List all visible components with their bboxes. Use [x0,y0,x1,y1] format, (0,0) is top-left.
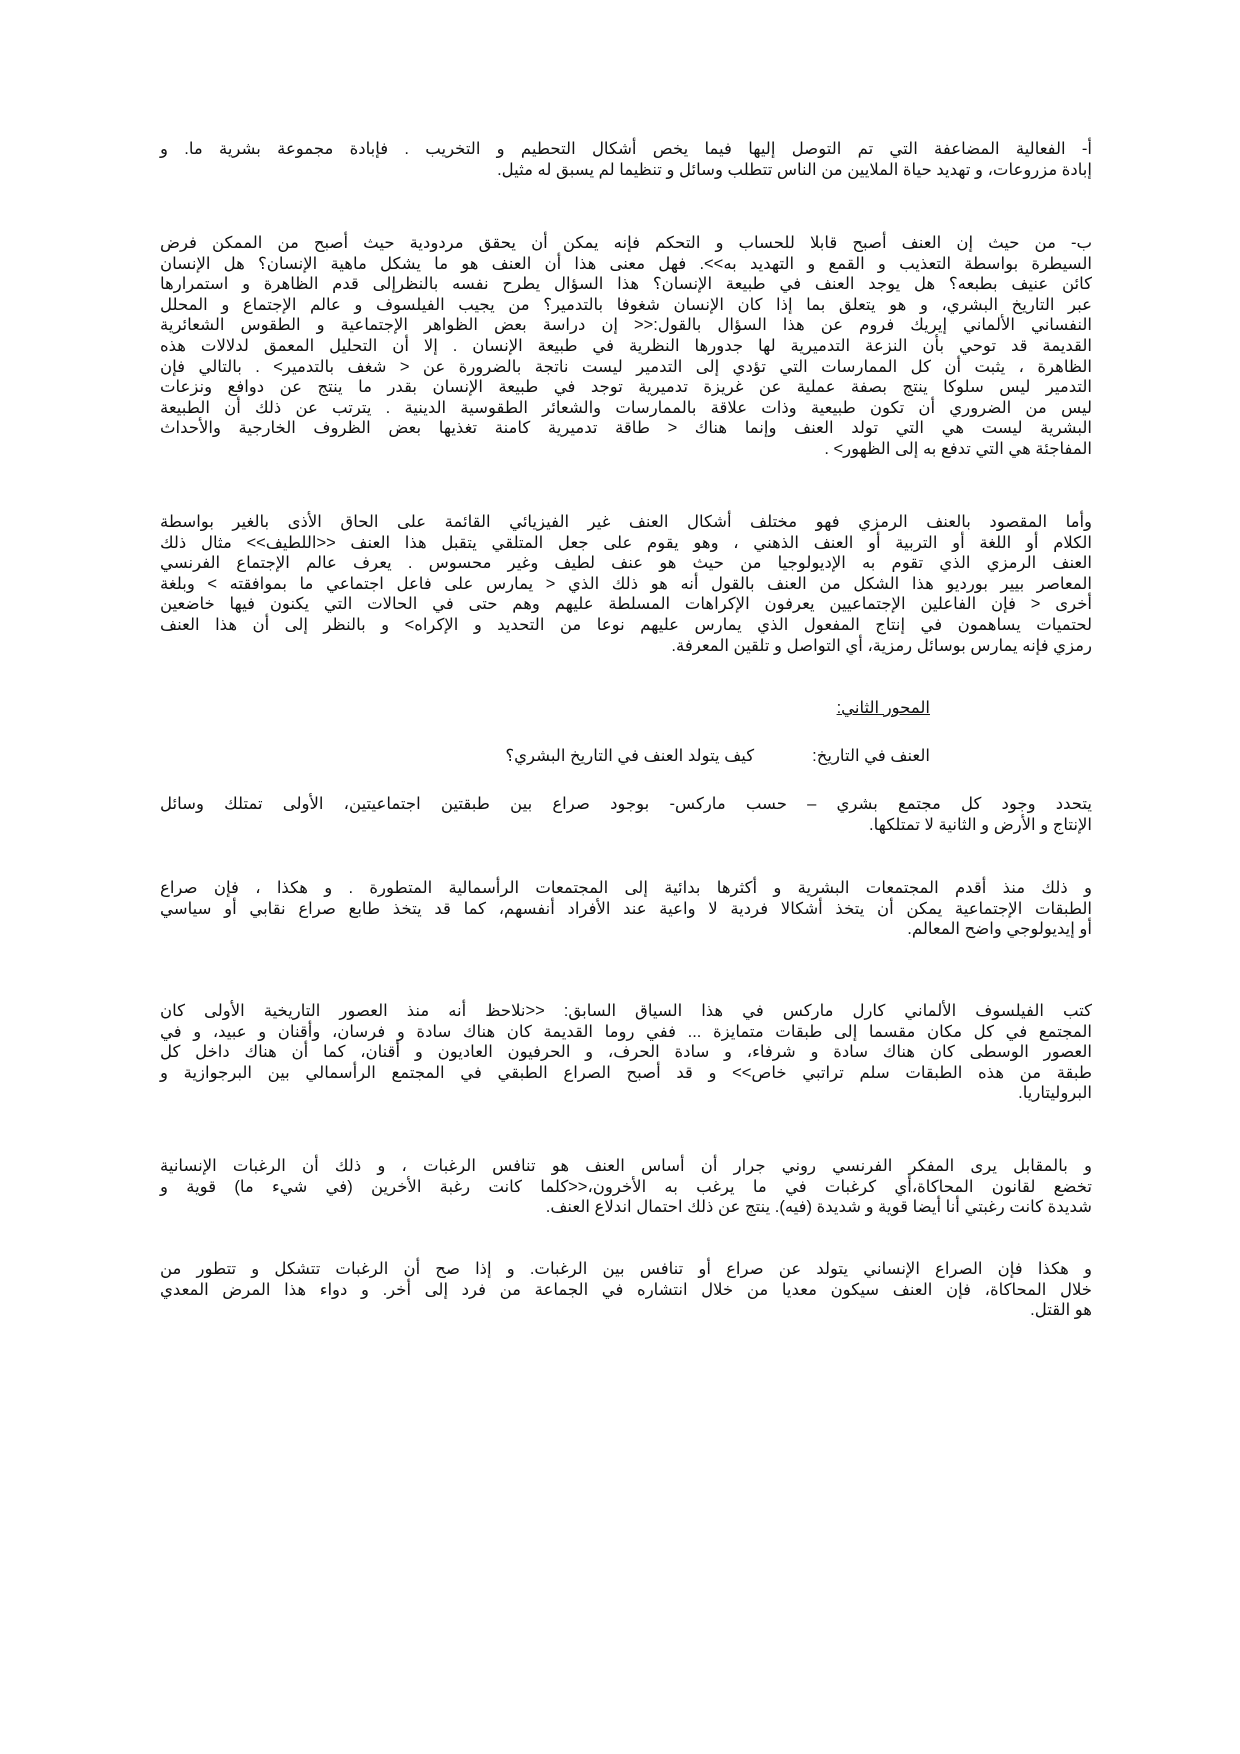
text-line: النفساني الألماني إيريك فروم عن هذا السؤال بالقول:<< إن دراسة بعض الظواهر الإجتماعية و الطقوس الشعائرية [160,316,1092,335]
paragraph-conclusion [160,1259,1092,1321]
text-line: كائن عنيف بطبعه؟ هل يوجد العنف في طبيعة الإنسان؟ هذا السؤال يطرح نفسه بالنظرإلى قدم الظاهرة و استمرارها [160,275,1092,294]
text-line: طبقة من هذه الطبقات سلم تراتبي خاص>> و قد أصبح الصراع الطبقي في المجتمع الرأسمالي بين البرجوازية و [160,1063,1092,1082]
paragraph-symbolic-violence [160,512,1092,656]
text-line: العنف الرمزي الذي تقوم به الإديولوجيا من حيث هو عنف لطيف وغير محسوس . يعرف عالم الإجتماع الفرنسي [160,554,1092,573]
text-line: العصور الوسطى كان هناك سادة و شرفاء، و سادة الحرف، و الحرفيون العاديون و أقنان، كما أن هناك داخل كل [160,1043,1092,1062]
text-line: لحتميات يساهمون في إنتاج المفعول الذي يمارس عليهم نوعا من التحديد و الإكراه> و بالنظر إلى أن هذا العنف [160,615,1092,634]
text-line: وأما المقصود بالعنف الرمزي فهو مختلف أشكال العنف غير الفيزيائي القائمة على الحاق الأذى بالغير بواسطة [160,513,1092,531]
text-line: أخرى < فإن الفاعلين الإجتماعيين يعرفون الإكراهات المسلطة عليهم وهم حتى في الحالات التي يكنون فيها خاضعين [160,595,1092,614]
text-line: البشرية ليست هي التي تولد العنف وإنما هناك < طاقة تدميرية كامنة تغذيها بعض الظروف الخارجية والأحداث [160,419,1092,438]
text-line: الكلام أو اللغة أو التربية أو العنف الذهني ، وهو يقوم على جعل المتلقي يتقبل هذا العنف <<اللطيف>> مثال ذلك [160,533,1092,552]
text-line: القديمة قد توحي بأن النزعة التدميرية لها جدورها النظرية في طبيعة الإنسان . إلا أن التحليل المعمق لدلالات هذه [160,336,1092,355]
text-line: شديدة كانت رغبتي أنا أيضا قوية و شديدة (فيه). ينتج عن ذلك احتمال اندلاع العنف. [545,1198,1092,1217]
text-line: المعاصر بيير بورديو هذا الشكل من العنف بالقول أنه هو ذلك الذي < يمارس على فاعل اجتماعي ما بموافقته > وبلغة [160,574,1092,593]
text-line: خلال المحاكاة، فإن العنف سيكون معديا من خلال انتشاره في الجماعة من فرد إلى أخر. و دواء هذا المرض المعدي [160,1280,1092,1299]
text-line: تخضع لقانون المحاكاة،أي كرغبات في ما يرغب به الأخرون،<<كلما كانت رغبة الأخرين (في شيء ما) قوية و [160,1177,1092,1196]
text-line: و بالمقابل يرى المفكر الفرنسي روني جرار أن أساس العنف هو تنافس الرغبات ، و ذلك أن الرغبات الإنسانية [160,1157,1092,1175]
text-line: ليس من الضروري أن تكون طبيعية وذات علاقة بالممارسات والشعائر الطقوسية الدينية . يترتب عن ذلك أن الطبيعة [160,398,1092,417]
paragraph-girard [160,1156,1092,1218]
text-line: كتب الفيلسوف الألماني كارل ماركس في هذا السياق السابق: <<نلاحظ أنه منذ العصور التاريخية الأولى كان [160,1002,1092,1020]
text-line: الإنتاج و الأرض و الثانية لا تمتلكها. [869,815,1092,834]
text-line: المجتمع في كل مكان مقسما إلى طبقات متمايزة ... ففي روما القديمة كان هناك سادة و فرسان، وأقنان و عبيد، و في [160,1022,1092,1041]
subsection-title [505,746,930,766]
text-line: أ- الفعالية المضاعفة التي تم التوصل إليها فيما يخص أشكال التحطيم و التخريب . فإبادة مجموعة بشرية ما. و [160,140,1092,158]
text-line: أو إيديولوجي واضح المعالم. [907,920,1092,939]
text-line: البروليتاريا. [1018,1084,1092,1103]
text-line: رمزي فإنه يمارس بوسائل رمزية، أي التواصل و تلقين المعرفة. [671,636,1092,655]
text-line: ب- من حيث إن العنف أصبح قابلا للحساب و التحكم فإنه يمكن أن يحقق مردودية حيث أصبح من الممكن فرض [160,234,1092,252]
text-line: و ذلك منذ أقدم المجتمعات البشرية و أكثرها بدائية إلى المجتمعات الرأسمالية المتطورة . و هكذا ، فإن صراع [160,879,1092,897]
paragraph-a [160,139,1092,180]
paragraph-marx [160,794,1092,835]
text-line: السيطرة بواسطة التعذيب و القمع و التهديد به>>. فهل معنى هذا أن العنف هو ما يشكل ماهية الإنسان؟ هل الإنسان [160,254,1092,273]
text-line: إبادة مزروعات، و تهديد حياة الملايين من الناس تتطلب وسائل و تنظيما لم يسبق له مثيل. [497,160,1092,179]
text-line: الطبقات الإجتماعية يمكن أن يتخذ أشكالا فردية لا واعية عند الأفراد أنفسهم، كما قد يتخذ طابع صراع نقابي أو سياسي [160,899,1092,918]
text-line: يتحدد وجود كل مجتمع بشري – حسب ماركس- بوجود صراع بين طبقتين اجتماعيتين، الأولى تمتلك وسائل [160,795,1092,813]
text-line: عبر التاريخ البشري، و هو يتعلق بما إذا كان الإنسان شغوفا بالتدمير؟ من يجيب الفيلسوف و عالم الإجتماع و المحلل [160,295,1092,314]
section-heading: المحور الثاني: [836,699,930,717]
subsection-question: كيف يتولد العنف في التاريخ البشري؟ [505,747,755,765]
text-line: و هكذا فإن الصراع الإنساني يتولد عن صراع أو تنافس بين الرغبات. و إذا صح أن الرغبات تتشكل و تتطور من [160,1260,1092,1278]
paragraph-b [160,233,1092,460]
text-line: هو القتل. [1030,1301,1092,1320]
subsection-label: العنف في التاريخ: [812,747,930,765]
text-line: المفاجئة هي التي تدفع به إلى الظهور> . [824,439,1092,458]
text-line: التدمير ليس سلوكا ينتج بصفة عملية عن غريزة تدميرية توجد في طبيعة الإنسان بقدر ما ينتج عن دوافع ونزعات [160,378,1092,397]
paragraph-marx-quote [160,1001,1092,1104]
paragraph-class-struggle [160,878,1092,940]
text-line: الظاهرة ، يثبت أن كل الممارسات التي تؤدي إلى التدمير ليست ناتجة بالضرورة عن < شغف بالتدمير> . بالتالي فإن [160,357,1092,376]
